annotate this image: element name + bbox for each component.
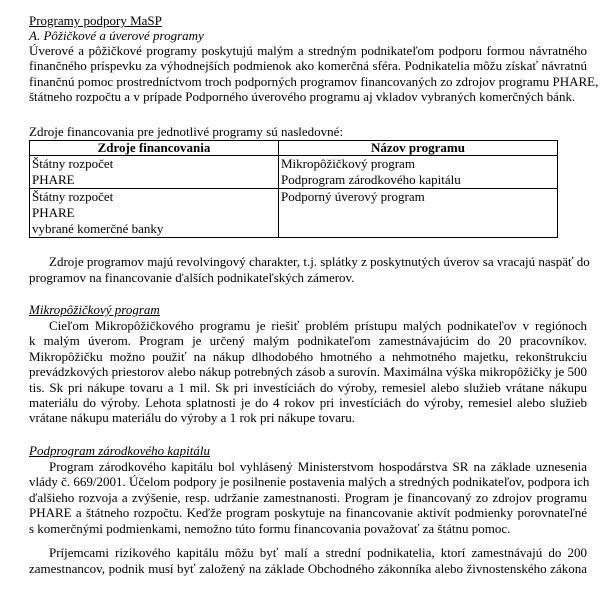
financing-table (29, 140, 558, 238)
cell-line: Podprogram zárodkového kapitálu (281, 172, 461, 187)
cell-line: PHARE (32, 172, 75, 187)
table-header-sources: Zdroje financovania (30, 141, 279, 156)
paragraph-line: Zdroje programov majú revolvingový charakter, t.j. splátky z poskytnutých úverov sa vracajú naspäť do (49, 254, 590, 269)
paragraph-line: finančnú pomoc prostredníctvom troch podporných programov financovaných zo zdrojov programu PHARE, (29, 74, 599, 89)
paragraph-line: finančného príspevku za výhodnejších podmienok ako komerčná sféra. Podnikatelia môžu získať návratnú (29, 58, 587, 73)
table-cell-sources (30, 156, 279, 189)
paragraph-line: tis. Sk pri nákupe tovaru a 1 mil. Sk pri investíciách do výroby, remesiel alebo služieb vrátane nákupu (29, 380, 587, 395)
paragraph-line: zamestnancov, podnik musí byť založený na základe Obchodného zákonníka alebo živnostenského zákona (29, 561, 587, 576)
table-cell-program (279, 189, 558, 238)
paragraph-line: Príjemcami rizikového kapitálu môžu byť malí a strední podnikatelia, ktorí zamestnávajú do 200 (49, 545, 587, 560)
paragraph-line: Cieľom Mikropôžičkového programu je riešiť problém prístupu malých podnikateľov v regiónoch (49, 318, 587, 333)
paragraph-line: vlády č. 669/2001. Účelom podpory je posilnenie postavenia malých a stredných podnikateľov, podpora ich (29, 474, 590, 489)
table-header-row (30, 141, 558, 156)
paragraph-line: programov na financovanie ďalších podnikateľských zámerov. (29, 270, 355, 285)
cell-line: PHARE (32, 205, 75, 220)
table-cell-program (279, 156, 558, 189)
paragraph-line: štátneho rozpočtu a v prípade Podporného úverového programu aj vkladov vybraných komerčných bánk. (29, 89, 576, 104)
cell-line: Mikropôžičkový program (281, 156, 415, 171)
paragraph-line: materiálu do výroby. Lehota splatnosti je do 4 rokov pri investíciách do výroby, remesiel alebo služieb (29, 395, 587, 410)
paragraph-line: PHARE a štátneho rozpočtu. Keďže program poskytuje na financovanie aktivít podmienky porovnateľné (29, 505, 587, 520)
paragraph-line: s komerčnými podmienkami, nemožno túto formu financovania považovať za štátnu pomoc. (29, 521, 511, 536)
paragraph-line: Mikropôžičku možno použiť na nákup dlhodobého hmotného a nehmotného majetku, rekonštrukciu (29, 349, 587, 364)
paragraph-line: k malým úverom. Program je určený malým podnikateľom zamestnávajúcim do 20 pracovníkov. (29, 333, 587, 348)
table-row (30, 189, 558, 238)
table-intro: Zdroje financovania pre jednotlivé programy sú nasledovné: (29, 124, 344, 139)
cell-line: Štátny rozpočet (32, 156, 114, 171)
zarod-heading: Podprogram zárodkového kapitálu (29, 443, 211, 458)
paragraph-line: ďalšieho rozvoja a zvýšenie, resp. udržanie zamestnanosti. Program je financovaný zo zdrojov programu (29, 490, 587, 505)
cell-line: Štátny rozpočet (32, 189, 114, 204)
document-heading: Programy podpory MaSP (29, 13, 162, 28)
section-a-heading: A. Pôžičkové a úverové programy (29, 28, 204, 43)
table-header-program: Názov programu (279, 141, 558, 156)
table-cell-sources (30, 189, 279, 238)
table-row (30, 156, 558, 189)
cell-line: Podporný úverový program (281, 189, 425, 204)
paragraph-line: Program zárodkového kapitálu bol vyhlásený Ministerstvom hospodárstva SR na základe uznesenia (49, 459, 587, 474)
paragraph-line: vrátane nákupu materiálu do výroby a 1 rok pri nákupe tovaru. (29, 410, 355, 425)
paragraph-line: Úverové a pôžičkové programy poskytujú malým a stredným podnikateľom podporu formou návratného (29, 43, 587, 58)
paragraph-line: prevádzkových priestorov alebo nákup potrebných zásob a surovín. Maximálna výška mikropôžičky je 500 (29, 364, 587, 379)
cell-line: vybrané komerčné banky (32, 221, 164, 236)
mikro-heading: Mikropôžičkový program (29, 302, 160, 317)
